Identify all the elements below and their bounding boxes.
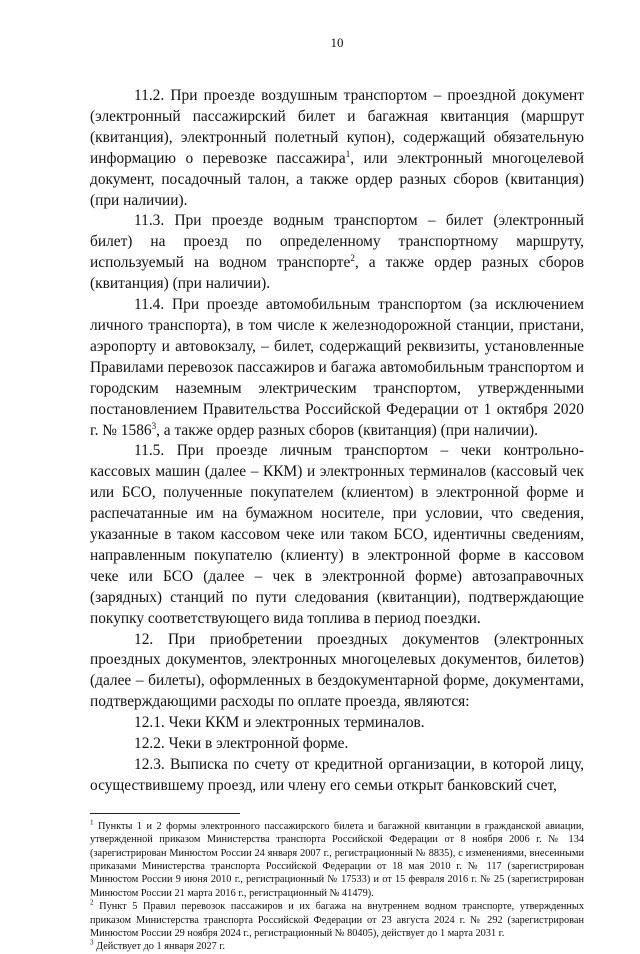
paragraph-text-tail: , или электронный многоцелевой документ, посадочный талон, а также ордер разных сборов (квитанция) (при наличии). (90, 149, 584, 209)
paragraph-11-3 (90, 211, 584, 295)
paragraph-12-3 (90, 755, 584, 797)
paragraph-text-tail: , а также ордер разных сборов (квитанция) (при наличии). (156, 421, 539, 439)
paragraph-text: 11.4. При проезде автомобильным транспортом (за исключением личного транспорта), в том числе к железнодорожной станции, пристани, аэропорту и автовокзалу, – билет, содержащий реквизиты, установленные Правилами перевозок пассажиров и багажа автомобильным транспортом и городским наземным электрическим транспортом, утвержденными постановлением Правительства Российской Федерации от 1 октября 2020 г. № 1586 (90, 296, 584, 439)
footnote-text: Пункт 5 Правил перевозок пассажиров и их багажа на внутреннем водном транспорте, утвержденных приказом Министерства транспорта Российской Федерации от 23 августа 2024 г. № 292 (зарегистрирован Минюстом России 29 ноября 2024 г., регистрационный № 80405), действует до 1 марта 2031 г. (90, 901, 584, 940)
footnote-text: Пункты 1 и 2 формы электронного пассажирского билета и багажной квитанции в гражданской авиации, утвержденной приказом Министерства транспорта Российской Федерации от 8 ноября 2006 г. № 134 (зарегистрирован Минюстом России 24 января 2007 г., регистрационный № 8835), с изменениями, внесенными приказами Министерства транспорта Российской Федерации от 18 мая 2010 г. № 117 (зарегистрирован Минюстом России 9 июня 2010 г., регистрационный № 17533) и от 15 февраля 2016 г. № 25 (зарегистрирован Минюстом России 21 марта 2016 г., регистрационный № 41479). (90, 820, 584, 899)
footnote-1 (90, 820, 584, 900)
paragraph-text: 11.5. При проезде личным транспортом – чеки контрольно-кассовых машин (далее – ККМ) и электронных терминалов (кассовый чек или БСО, полученные покупателем (клиентом) в электронной форме и распечатанные им на бумажном носителе, при условии, что сведения, указанные в таком кассовом чеке или таком БСО, идентичны сведениям, направленным покупателю (клиенту) в электронной форме в кассовом чеке или БСО (далее – чек в электронной форме) автозаправочных (зарядных) станций по пути следования (квитанции), подтверждающие покупку соответствующего вида топлива в период поездки. (90, 442, 584, 627)
paragraph-text: 12.3. Выписка по счету от кредитной организации, в которой лицу, осуществившему проезд, или члену его семьи открыт банковский счет, (90, 756, 584, 794)
footnote-mark: 1 (90, 818, 94, 827)
paragraph-text: 12.2. Чеки в электронной форме. (134, 735, 349, 753)
footnote-3 (90, 940, 584, 953)
footnote-separator (90, 813, 240, 814)
paragraph-text-tail: , а также ордер разных сборов (квитанция) (при наличии). (90, 254, 584, 293)
footnote-2 (90, 900, 584, 940)
body-text (90, 86, 584, 797)
paragraph-12-1 (90, 713, 584, 734)
footnote-mark: 3 (90, 939, 94, 948)
page-number: 10 (330, 35, 344, 50)
paragraph-11-5 (90, 441, 584, 629)
footnotes (90, 820, 584, 954)
footnote-mark: 2 (90, 898, 94, 907)
footnote-ref: 1 (345, 148, 351, 159)
paragraph-11-4 (90, 295, 584, 441)
paragraph-text: 11.3. При проезде водным транспортом – билет (электронный билет) на проезд по определенному транспортному маршруту, используемый на водном транспорте (90, 212, 584, 272)
paragraph-12 (90, 630, 584, 714)
footnote-text: Действует до 1 января 2027 г. (93, 941, 226, 953)
paragraph-text: 12. При приобретении проездных документов (электронных проездных документов, электронных многоцелевых документов, билетов) (далее – билеты), оформленных в бездокументарной форме, документами, подтверждающими расходы по оплате проезда, являются: (90, 630, 584, 711)
paragraph-12-2 (90, 734, 584, 755)
footnote-ref: 3 (151, 420, 157, 431)
paragraph-11-2 (90, 86, 584, 211)
paragraph-text: 12.1. Чеки ККМ и электронных терминалов. (134, 714, 425, 732)
footnote-ref: 2 (350, 253, 355, 264)
paragraph-text: 11.2. При проезде воздушным транспортом – проездной документ (электронный пассажирский билет и багажная квитанция (маршрут (квитанция), электронный полетный купон), содержащий обязательную информацию о перевозке пассажира (90, 87, 584, 167)
